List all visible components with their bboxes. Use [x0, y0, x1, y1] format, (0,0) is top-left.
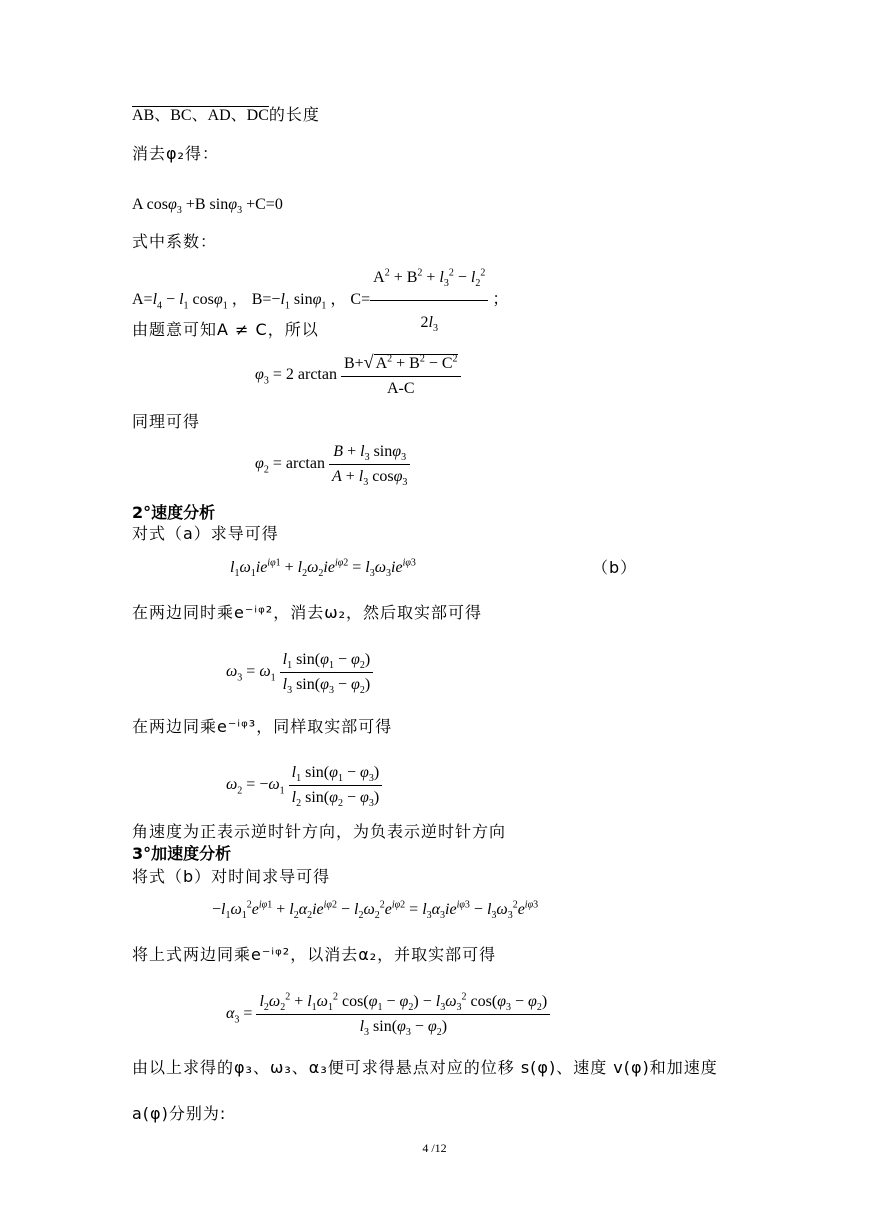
conclusion-line-2: a(φ)分别为:: [132, 1104, 227, 1123]
velocity-heading: 2°速度分析: [132, 503, 216, 522]
segment-names: AB、BC、AD、DC: [132, 107, 269, 124]
differentiate-a-text: 对式（a）求导可得: [132, 524, 279, 543]
phi2-formula: $\varphi_2 = \arctan$ $\frac{B + l_3 \sin\varphi_3}{A + l_3 \cos\varphi_3}$: [255, 442, 410, 487]
page-number: 4 /12: [422, 1141, 447, 1155]
multiply-e-phi2-text: 在两边同时乘e⁻ⁱᵠ²，消去ω₂，然后取实部可得: [132, 603, 483, 622]
multiply-e-phi2-alpha-text: 将上式两边同乘e⁻ⁱᵠ²，以消去α₂，并取实部可得: [132, 945, 497, 964]
eliminate-phi2-text: 消去φ₂得：: [132, 144, 219, 163]
differentiate-b-text: 将式（b）对时间求导可得: [132, 867, 331, 886]
coeff-intro-text: 式中系数：: [132, 232, 218, 251]
equation-b-tag: （b）: [592, 558, 638, 577]
omega3-formula: $\omega_3 = \omega_1$ $\frac{l_1 \sin(\varphi_1 - \varphi_2)}{l_3 \sin(\varphi_3 - \varphi_2)}$: [226, 650, 373, 695]
angular-sign-text: 角速度为正表示逆时针方向，为负表示逆时针方向: [132, 822, 507, 841]
segments-line: [132, 105, 320, 126]
multiply-e-phi3-text: 在两边同乘e⁻ⁱᵠ³，同样取实部可得: [132, 717, 393, 736]
likewise-text: 同理可得: [132, 412, 201, 431]
since-a-ne-c-text: 由题意可知A ≠ C，所以: [132, 320, 319, 339]
segments-suffix: 的长度: [268, 105, 320, 124]
conclusion-line-1: 由以上求得的φ₃、ω₃、α₃便可求得悬点对应的位移 s(φ)、速度 v(φ)和加速度: [132, 1058, 718, 1077]
coefficient-definitions: $A=l_4 - l_1$ cosφ$_1$ ， $B=-l_1$ sinφ$_1$ ， C= $\frac{A^2 + B^2 + l_3^2 - l_2^2}{2l_3}$ ；: [132, 258, 508, 343]
velocity-equation-b: $l_1\omega_1ie^{i\varphi 1} + l_2\omega_2ie^{i\varphi 2} = l_3\omega_3ie^{i\varphi 3}$: [230, 557, 416, 580]
omega2-formula: $\omega_2 = -\omega_1$ $\frac{l_1 \sin(\varphi_1 - \varphi_3)}{l_2 \sin(\varphi_2 - \varphi_3)}$: [226, 763, 382, 808]
phi3-formula: $\varphi_3 = 2$ arctan $\frac{B+√ A^2 + B^2 - C^2}{A-C}$: [255, 352, 461, 399]
equation-abc: A cosφ$_3$ +B sinφ$_3$ +C=0: [132, 196, 283, 217]
alpha3-formula: $\alpha_3$ = $\frac{l_2\omega_2^2 + l_1\omega_1^2 \cos(\varphi_1 - \varphi_2) - l_3\omega_3^2 \cos(\varphi_3 - \varphi_2)}{l_3 \sin(\varphi_3 - \varphi_2)}$: [226, 992, 550, 1037]
acceleration-equation: $-l_1\omega_1^2e^{i\varphi 1} + l_2\alpha_2ie^{i\varphi 2} - l_2\omega_2^2e^{i\varphi 2} = l_3\alpha_3ie^{i\varphi 3} - l_3\omega_3^2e^{i\varphi 3}$: [212, 899, 539, 922]
acceleration-heading: 3°加速度分析: [132, 844, 232, 863]
